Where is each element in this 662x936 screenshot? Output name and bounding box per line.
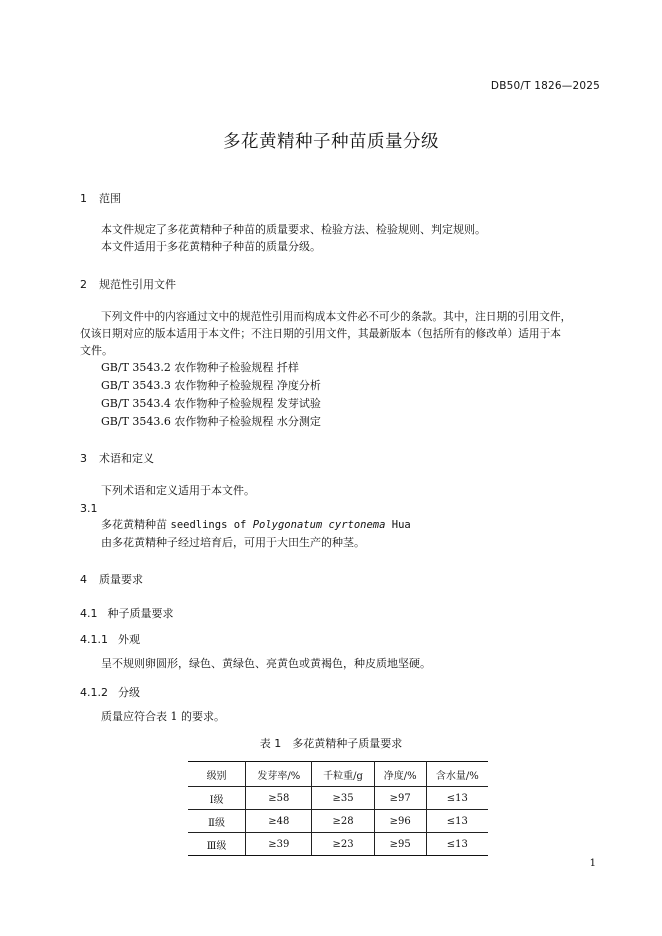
paragraph: 文件。 [80, 344, 113, 357]
table-cell: ≥35 [312, 787, 374, 810]
section-1-heading [80, 190, 121, 206]
table-row [188, 833, 488, 856]
table-row [188, 810, 488, 833]
table-header-cell: 净度/% [374, 762, 426, 787]
reference-item: GB/T 3543.2 农作物种子检验规程 扦样 [101, 361, 299, 374]
table-row [188, 787, 488, 810]
standard-code: DB50/T 1826—2025 [490, 80, 600, 92]
section-number: 4 [80, 573, 87, 586]
section-title: 术语和定义 [99, 452, 154, 465]
table-cell: ≤13 [426, 787, 488, 810]
seed-quality-table [188, 761, 488, 856]
paragraph: 本文件规定了多花黄精种子种苗的质量要求、检验方法、检验规则、判定规则。 [101, 223, 486, 236]
paragraph: 本文件适用于多花黄精种子种苗的质量分级。 [101, 240, 321, 253]
subsection-title: 种子质量要求 [107, 607, 174, 620]
table-cell: Ⅱ级 [188, 810, 246, 833]
paragraph: 质量应符合表 1 的要求。 [101, 710, 225, 723]
subsection-title: 分级 [118, 686, 140, 699]
table-header-cell: 发芽率/% [246, 762, 312, 787]
section-3-heading [80, 450, 154, 466]
reference-item: GB/T 3543.4 农作物种子检验规程 发芽试验 [101, 397, 321, 410]
page-number: 1 [589, 858, 596, 869]
section-title: 规范性引用文件 [99, 278, 176, 291]
reference-item: GB/T 3543.3 农作物种子检验规程 净度分析 [101, 379, 321, 392]
paragraph: 呈不规则卵圆形，绿色、黄绿色、亮黄色或黄褐色，种皮质地坚硬。 [101, 657, 431, 670]
table-header-cell: 含水量/% [426, 762, 488, 787]
section-4-heading [80, 571, 143, 587]
subsection-title: 外观 [118, 633, 140, 646]
table-cell: Ⅲ级 [188, 833, 246, 856]
subsection-4-1-2-heading [80, 684, 140, 700]
table-header-cell: 千粒重/g [312, 762, 374, 787]
subsection-4-1-1-heading [80, 631, 140, 647]
section-number: 2 [80, 278, 87, 291]
table-cell: ≥48 [246, 810, 312, 833]
table-cell: ≤13 [426, 810, 488, 833]
section-title: 范围 [99, 192, 121, 205]
reference-item: GB/T 3543.6 农作物种子检验规程 水分测定 [101, 415, 321, 428]
section-number: 1 [80, 192, 87, 205]
table-caption: 表 1 多花黄精种子质量要求 [259, 737, 403, 750]
table-cell: ≥95 [374, 833, 426, 856]
subsection-4-1-heading [80, 605, 174, 621]
subsection-number: 4.1 [80, 607, 98, 620]
paragraph: 下列文件中的内容通过文中的规范性引用而构成本文件必不可少的条款。其中，注日期的引用文件， [101, 310, 572, 323]
section-number: 3 [80, 452, 87, 465]
term-number: 3.1 [80, 502, 98, 515]
term-english: seedlings of Polygonatum cyrtonema Hua [170, 519, 411, 531]
paragraph: 仅该日期对应的版本适用于本文件；不注日期的引用文件，其最新版本（包括所有的修改单）适用于本 [80, 327, 561, 340]
table-cell: Ⅰ级 [188, 787, 246, 810]
table-cell: ≥58 [246, 787, 312, 810]
subsection-number: 4.1.2 [80, 686, 108, 699]
table-cell: ≥28 [312, 810, 374, 833]
subsection-number: 4.1.1 [80, 633, 108, 646]
term-chinese: 多花黄精种苗 [101, 518, 167, 531]
table-cell: ≤13 [426, 833, 488, 856]
table-header-cell: 级别 [188, 762, 246, 787]
paragraph: 下列术语和定义适用于本文件。 [101, 484, 255, 497]
table-cell: ≥97 [374, 787, 426, 810]
table-cell: ≥39 [246, 833, 312, 856]
table-cell: ≥96 [374, 810, 426, 833]
document-title: 多花黄精种子种苗质量分级 [223, 132, 439, 152]
section-title: 质量要求 [99, 573, 143, 586]
section-2-heading [80, 276, 176, 292]
table-header-row [188, 762, 488, 787]
table-cell: ≥23 [312, 833, 374, 856]
term-entry [101, 517, 411, 534]
term-definition: 由多花黄精种子经过培育后，可用于大田生产的种茎。 [101, 536, 365, 549]
